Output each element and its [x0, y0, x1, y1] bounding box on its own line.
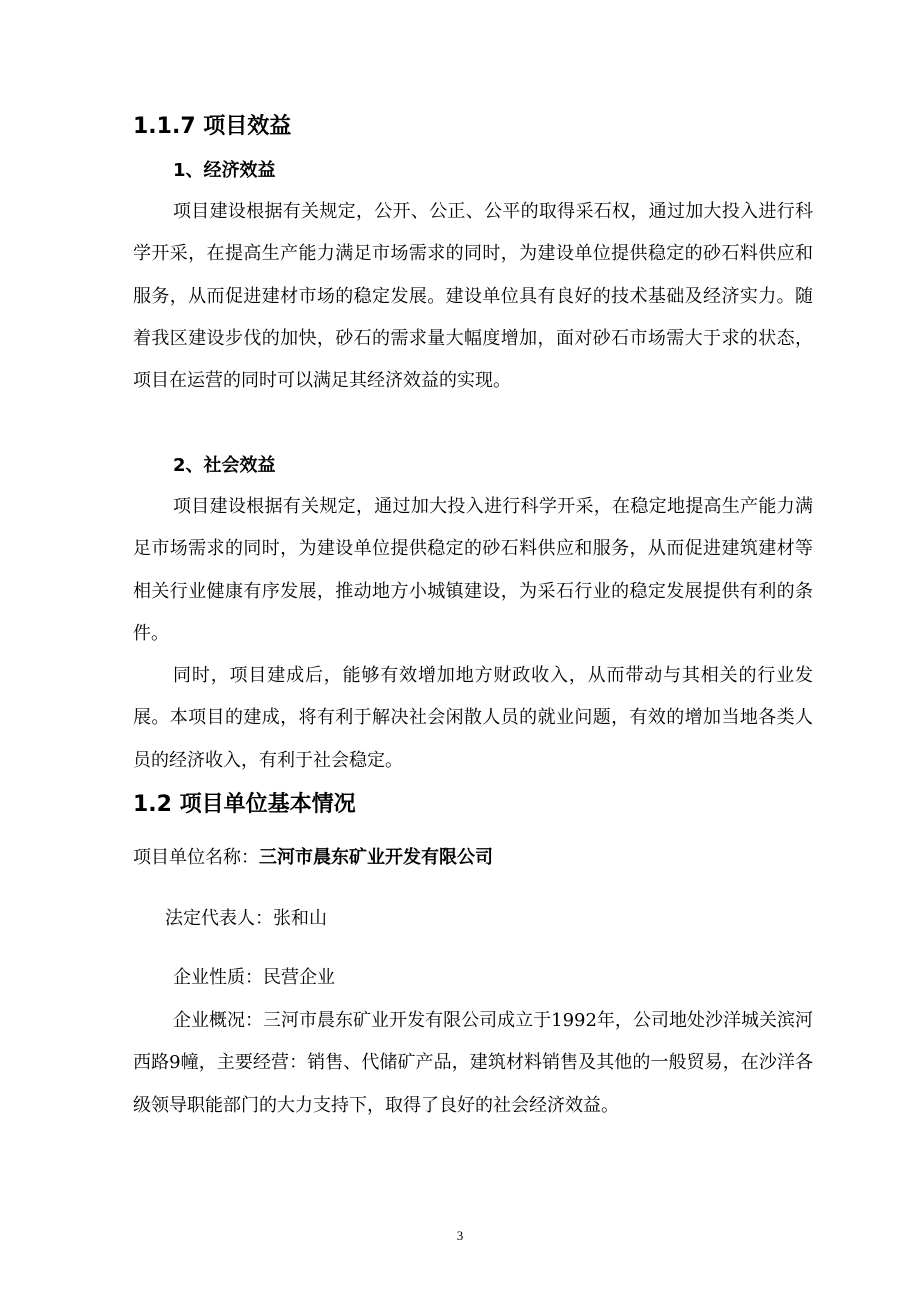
subheading-economic-benefit: 1、经济效益: [173, 160, 276, 181]
paragraph-social-benefit-1: 项目建设根据有关规定，通过加大投入进行科学开采，在稳定地提高生产能力满足市场需求的同时，为建设单位提供稳定的砂石料供应和服务，从而促进建筑建材等相关行业健康有序发展，推动地方小城镇建设，为采石行业的稳定发展提供有利的条件。: [133, 496, 813, 644]
legal-representative-line: 法定代表人：张和山: [165, 908, 327, 929]
company-name-label: 项目单位名称：: [133, 847, 259, 868]
paragraph-social-benefit-2: 同时，项目建成后，能够有效增加地方财政收入，从而带动与其相关的行业发展。本项目的建成，将有利于解决社会闲散人员的就业问题，有效的增加当地各类人员的经济收入，有利于社会稳定。: [133, 665, 813, 771]
page-number: 3: [456, 1228, 464, 1243]
section-heading-1-1-7: 1.1.7 项目效益: [133, 114, 292, 139]
company-name-line: [133, 845, 493, 871]
section-heading-1-2: 1.2 项目单位基本情况: [133, 792, 356, 817]
paragraph-company-overview: 企业概况：三河市晨东矿业开发有限公司成立于1992年，公司地处沙洋城关滨河西路9幢，主要经营：销售、代储矿产品，建筑材料销售及其他的一般贸易，在沙洋各级领导职能部门的大力支持下，取得了良好的社会经济效益。: [133, 1010, 813, 1116]
company-name-value: 三河市晨东矿业开发有限公司: [259, 847, 493, 868]
company-nature-line: 企业性质：民营企业: [173, 967, 335, 988]
paragraph-economic-benefit: 项目建设根据有关规定，公开、公正、公平的取得采石权，通过加大投入进行科学开采，在提高生产能力满足市场需求的同时，为建设单位提供稳定的砂石料供应和服务，从而促进建材市场的稳定发展。建设单位具有良好的技术基础及经济实力。随着我区建设步伐的加快，砂石的需求量大幅度增加，面对砂石市场需大于求的状态，项目在运营的同时可以满足其经济效益的实现。: [133, 201, 813, 392]
subheading-social-benefit: 2、社会效益: [173, 455, 276, 476]
